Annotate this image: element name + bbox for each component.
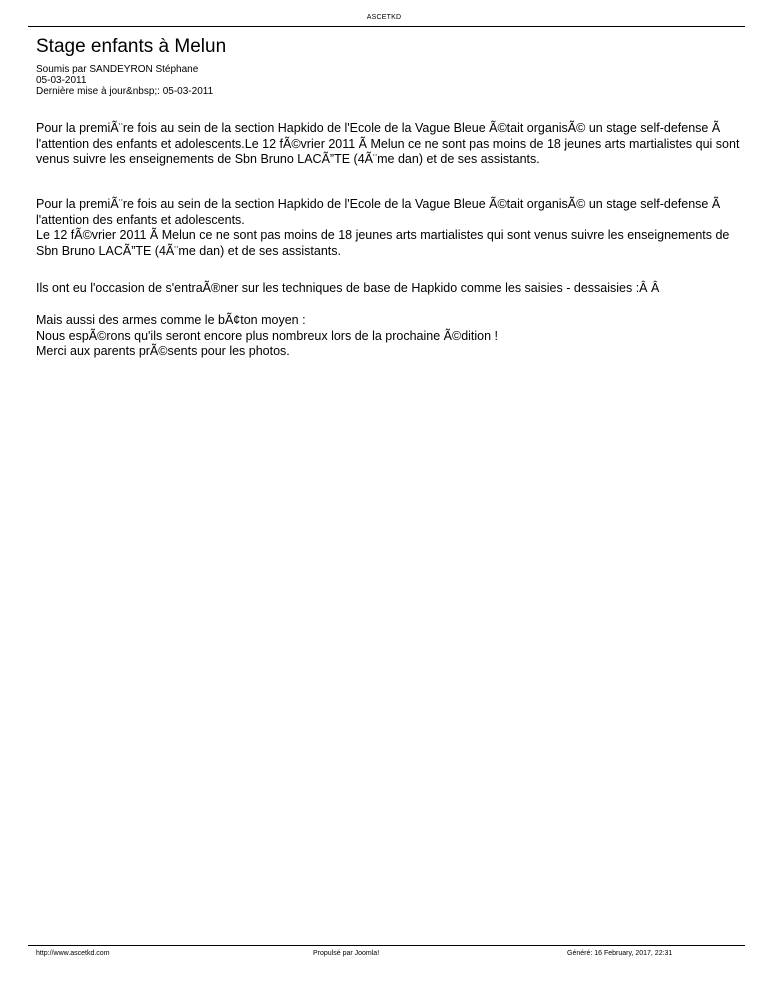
paragraph-2-line-1: Pour la premiÃ¨re fois au sein de la section Hapkido de l'Ecole de la Vague Bleue Ã©tait organisÃ© un stage self-defense Ã l'attention des enfants et adolescents. xyxy=(36,197,721,227)
footer-powered-by: Propulsé par Joomla! xyxy=(313,950,380,957)
article-author: Soumis par SANDEYRON Stéphane xyxy=(36,64,199,75)
article-intro xyxy=(36,121,748,168)
article-paragraph-4 xyxy=(36,313,748,360)
article-updated: Dernière mise à jour&nbsp;: 05-03-2011 xyxy=(36,86,214,97)
paragraph-4-line-3: Merci aux parents prÃ©sents pour les photos. xyxy=(36,344,290,358)
article-paragraph-2 xyxy=(36,197,748,259)
paragraph-4-line-1: Mais aussi des armes comme le bÃ¢ton moyen : xyxy=(36,313,306,327)
paragraph-4-line-2: Nous espÃ©rons qu'ils seront encore plus nombreux lors de la prochaine Ã©dition ! xyxy=(36,328,499,343)
site-name: ASCETKD xyxy=(366,14,402,21)
header-divider xyxy=(28,26,745,27)
article-title: Stage enfants à Melun xyxy=(36,36,227,57)
footer-generated: Généré: 16 February, 2017, 22:31 xyxy=(567,950,673,957)
intro-paragraph: Pour la premiÃ¨re fois au sein de la section Hapkido de l'Ecole de la Vague Bleue Ã©tait organisÃ© un stage self-defense Ã l'attention des enfants et adolescents.Le 12 fÃ©vrier 2011 Ã Melun ce ne sont pas moins de 18 jeunes arts martialistes qui sont venus suivre les enseignements de Sbn Bruno LACÃ”TE (4Ã¨me dan) et de ses assistants. xyxy=(36,121,740,166)
footer-divider xyxy=(28,945,745,946)
article-date: 05-03-2011 xyxy=(36,75,87,86)
footer-url: http://www.ascetkd.com xyxy=(36,950,110,957)
article-paragraph-3 xyxy=(36,281,748,297)
article-meta xyxy=(36,64,213,97)
paragraph-3-text: Ils ont eu l'occasion de s'entraÃ®ner sur les techniques de base de Hapkido comme les saisies - dessaisies :Â Â xyxy=(36,281,660,295)
paragraph-2-line-2: Le 12 fÃ©vrier 2011 Ã Melun ce ne sont pas moins de 18 jeunes arts martialistes qui sont venus suivre les enseignements de Sbn Bruno LACÃ”TE (4Ã¨me dan) et de ses assistants. xyxy=(36,228,730,258)
